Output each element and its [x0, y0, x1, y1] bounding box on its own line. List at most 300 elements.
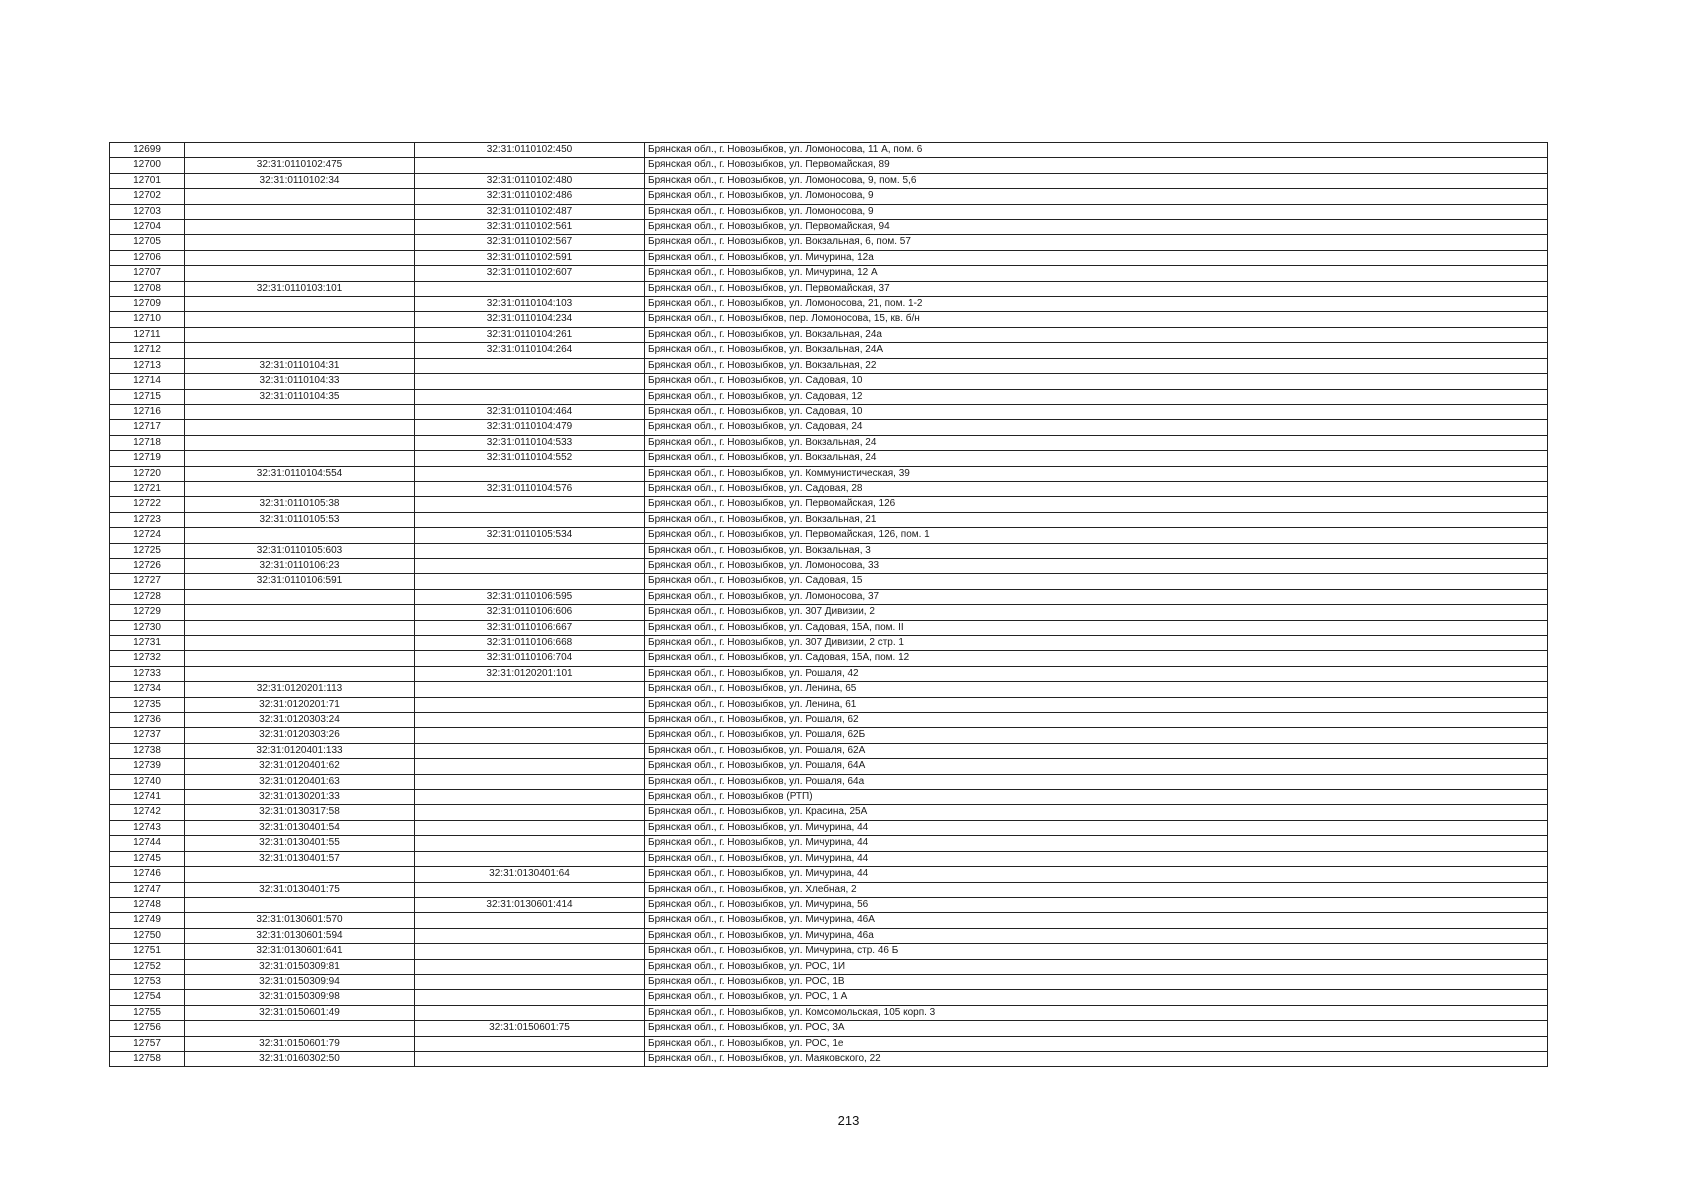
row-number-cell: 12754	[110, 990, 185, 1005]
row-number-cell: 12755	[110, 1005, 185, 1020]
table-row	[110, 805, 1548, 820]
table-row	[110, 820, 1548, 835]
row-number-cell: 12752	[110, 959, 185, 974]
land-cadastral-cell	[185, 528, 415, 543]
row-number-cell: 12703	[110, 204, 185, 219]
row-number-cell: 12750	[110, 928, 185, 943]
row-number-cell: 12701	[110, 173, 185, 188]
land-cadastral-cell: 32:31:0130601:641	[185, 944, 415, 959]
address-cell: Брянская обл., г. Новозыбков, ул. Мичурина, 44	[645, 851, 1548, 866]
address-cell: Брянская обл., г. Новозыбков, ул. Рошаля, 62Б	[645, 728, 1548, 743]
land-cadastral-cell	[185, 605, 415, 620]
land-cadastral-cell	[185, 435, 415, 450]
table-row	[110, 281, 1548, 296]
table-row	[110, 774, 1548, 789]
address-cell: Брянская обл., г. Новозыбков, ул. Рошаля, 64а	[645, 774, 1548, 789]
table-row	[110, 312, 1548, 327]
object-cadastral-cell	[415, 790, 645, 805]
object-cadastral-cell	[415, 713, 645, 728]
land-cadastral-cell: 32:31:0130401:57	[185, 851, 415, 866]
row-number-cell: 12743	[110, 820, 185, 835]
row-number-cell: 12700	[110, 158, 185, 173]
land-cadastral-cell: 32:31:0120303:24	[185, 713, 415, 728]
object-cadastral-cell	[415, 836, 645, 851]
object-cadastral-cell: 32:31:0110106:704	[415, 651, 645, 666]
address-cell: Брянская обл., г. Новозыбков, ул. Ленина, 65	[645, 682, 1548, 697]
object-cadastral-cell: 32:31:0110102:567	[415, 235, 645, 250]
address-cell: Брянская обл., г. Новозыбков, ул. Садовая, 10	[645, 374, 1548, 389]
table-row	[110, 1021, 1548, 1036]
object-cadastral-cell	[415, 1005, 645, 1020]
table-row	[110, 636, 1548, 651]
object-cadastral-cell	[415, 928, 645, 943]
address-cell: Брянская обл., г. Новозыбков, ул. Вокзальная, 24	[645, 451, 1548, 466]
row-number-cell: 12699	[110, 143, 185, 158]
registry-table-body	[110, 143, 1548, 1067]
land-cadastral-cell: 32:31:0110105:53	[185, 512, 415, 527]
land-cadastral-cell	[185, 420, 415, 435]
land-cadastral-cell: 32:31:0120201:113	[185, 682, 415, 697]
row-number-cell: 12706	[110, 250, 185, 265]
land-cadastral-cell	[185, 636, 415, 651]
land-cadastral-cell	[185, 589, 415, 604]
table-row	[110, 189, 1548, 204]
land-cadastral-cell	[185, 620, 415, 635]
row-number-cell: 12730	[110, 620, 185, 635]
address-cell: Брянская обл., г. Новозыбков, ул. РОС, 1И	[645, 959, 1548, 974]
land-cadastral-cell	[185, 327, 415, 342]
object-cadastral-cell	[415, 697, 645, 712]
table-row	[110, 882, 1548, 897]
object-cadastral-cell	[415, 682, 645, 697]
table-row	[110, 435, 1548, 450]
address-cell: Брянская обл., г. Новозыбков, пер. Ломоносова, 15, кв. б/н	[645, 312, 1548, 327]
address-cell: Брянская обл., г. Новозыбков, ул. РОС, 1е	[645, 1036, 1548, 1051]
row-number-cell: 12713	[110, 358, 185, 373]
land-cadastral-cell: 32:31:0110102:34	[185, 173, 415, 188]
land-cadastral-cell: 32:31:0110104:554	[185, 466, 415, 481]
address-cell: Брянская обл., г. Новозыбков, ул. Ломоносова, 9	[645, 189, 1548, 204]
address-cell: Брянская обл., г. Новозыбков, ул. Ломоносова, 33	[645, 558, 1548, 573]
row-number-cell: 12712	[110, 343, 185, 358]
land-cadastral-cell	[185, 404, 415, 419]
address-cell: Брянская обл., г. Новозыбков, ул. Вокзальная, 24	[645, 435, 1548, 450]
address-cell: Брянская обл., г. Новозыбков, ул. Ломоносова, 21, пом. 1-2	[645, 297, 1548, 312]
object-cadastral-cell: 32:31:0110106:668	[415, 636, 645, 651]
table-row	[110, 235, 1548, 250]
land-cadastral-cell: 32:31:0130601:570	[185, 913, 415, 928]
table-row	[110, 928, 1548, 943]
table-row	[110, 1051, 1548, 1066]
row-number-cell: 12731	[110, 636, 185, 651]
table-row	[110, 605, 1548, 620]
object-cadastral-cell: 32:31:0110104:479	[415, 420, 645, 435]
land-cadastral-cell: 32:31:0120201:71	[185, 697, 415, 712]
table-row	[110, 143, 1548, 158]
land-cadastral-cell: 32:31:0130317:58	[185, 805, 415, 820]
row-number-cell: 12733	[110, 666, 185, 681]
table-row	[110, 990, 1548, 1005]
table-row	[110, 682, 1548, 697]
row-number-cell: 12707	[110, 266, 185, 281]
object-cadastral-cell	[415, 358, 645, 373]
row-number-cell: 12751	[110, 944, 185, 959]
object-cadastral-cell: 32:31:0120201:101	[415, 666, 645, 681]
table-row	[110, 959, 1548, 974]
row-number-cell: 12728	[110, 589, 185, 604]
land-cadastral-cell: 32:31:0130201:33	[185, 790, 415, 805]
address-cell: Брянская обл., г. Новозыбков, ул. РОС, 1 А	[645, 990, 1548, 1005]
table-row	[110, 743, 1548, 758]
row-number-cell: 12746	[110, 867, 185, 882]
table-row	[110, 173, 1548, 188]
object-cadastral-cell	[415, 990, 645, 1005]
row-number-cell: 12724	[110, 528, 185, 543]
address-cell: Брянская обл., г. Новозыбков, ул. Вокзальная, 22	[645, 358, 1548, 373]
table-row	[110, 497, 1548, 512]
table-row	[110, 250, 1548, 265]
object-cadastral-cell	[415, 820, 645, 835]
address-cell: Брянская обл., г. Новозыбков, ул. Садовая, 24	[645, 420, 1548, 435]
address-cell: Брянская обл., г. Новозыбков, ул. Хлебная, 2	[645, 882, 1548, 897]
land-cadastral-cell	[185, 143, 415, 158]
table-row	[110, 651, 1548, 666]
object-cadastral-cell: 32:31:0130601:414	[415, 897, 645, 912]
address-cell: Брянская обл., г. Новозыбков, ул. Первомайская, 37	[645, 281, 1548, 296]
row-number-cell: 12721	[110, 481, 185, 496]
table-row	[110, 466, 1548, 481]
land-cadastral-cell: 32:31:0110105:38	[185, 497, 415, 512]
address-cell: Брянская обл., г. Новозыбков, ул. Мичурина, 12 А	[645, 266, 1548, 281]
object-cadastral-cell	[415, 974, 645, 989]
row-number-cell: 12737	[110, 728, 185, 743]
address-cell: Брянская обл., г. Новозыбков, ул. Вокзальная, 24а	[645, 327, 1548, 342]
address-cell: Брянская обл., г. Новозыбков, ул. Рошаля, 64А	[645, 759, 1548, 774]
table-row	[110, 297, 1548, 312]
table-row	[110, 451, 1548, 466]
row-number-cell: 12715	[110, 389, 185, 404]
registry-table	[109, 142, 1548, 1067]
address-cell: Брянская обл., г. Новозыбков, ул. Красина, 25А	[645, 805, 1548, 820]
land-cadastral-cell: 32:31:0110104:31	[185, 358, 415, 373]
row-number-cell: 12738	[110, 743, 185, 758]
address-cell: Брянская обл., г. Новозыбков, ул. Вокзальная, 21	[645, 512, 1548, 527]
object-cadastral-cell	[415, 1036, 645, 1051]
row-number-cell: 12711	[110, 327, 185, 342]
row-number-cell: 12720	[110, 466, 185, 481]
table-row	[110, 558, 1548, 573]
row-number-cell: 12729	[110, 605, 185, 620]
row-number-cell: 12702	[110, 189, 185, 204]
object-cadastral-cell: 32:31:0110104:264	[415, 343, 645, 358]
object-cadastral-cell	[415, 574, 645, 589]
table-row	[110, 620, 1548, 635]
address-cell: Брянская обл., г. Новозыбков, ул. Комсомольская, 105 корп. 3	[645, 1005, 1548, 1020]
table-row	[110, 543, 1548, 558]
object-cadastral-cell	[415, 374, 645, 389]
land-cadastral-cell: 32:31:0110106:23	[185, 558, 415, 573]
table-row	[110, 713, 1548, 728]
land-cadastral-cell	[185, 220, 415, 235]
object-cadastral-cell: 32:31:0110102:591	[415, 250, 645, 265]
object-cadastral-cell: 32:31:0110104:261	[415, 327, 645, 342]
land-cadastral-cell	[185, 666, 415, 681]
address-cell: Брянская обл., г. Новозыбков, ул. Садовая, 15А, пом. II	[645, 620, 1548, 635]
address-cell: Брянская обл., г. Новозыбков, ул. РОС, 1В	[645, 974, 1548, 989]
land-cadastral-cell: 32:31:0110104:35	[185, 389, 415, 404]
table-row	[110, 420, 1548, 435]
table-row	[110, 528, 1548, 543]
object-cadastral-cell: 32:31:0110102:450	[415, 143, 645, 158]
object-cadastral-cell: 32:31:0110106:595	[415, 589, 645, 604]
land-cadastral-cell: 32:31:0110105:603	[185, 543, 415, 558]
row-number-cell: 12744	[110, 836, 185, 851]
object-cadastral-cell: 32:31:0110106:667	[415, 620, 645, 635]
address-cell: Брянская обл., г. Новозыбков, ул. Рошаля, 62А	[645, 743, 1548, 758]
land-cadastral-cell	[185, 235, 415, 250]
row-number-cell: 12735	[110, 697, 185, 712]
row-number-cell: 12736	[110, 713, 185, 728]
object-cadastral-cell: 32:31:0110104:103	[415, 297, 645, 312]
table-row	[110, 897, 1548, 912]
object-cadastral-cell: 32:31:0110105:534	[415, 528, 645, 543]
address-cell: Брянская обл., г. Новозыбков, ул. Вокзальная, 3	[645, 543, 1548, 558]
address-cell: Брянская обл., г. Новозыбков, ул. Ломоносова, 11 А, пом. 6	[645, 143, 1548, 158]
address-cell: Брянская обл., г. Новозыбков, ул. Мичурина, 12а	[645, 250, 1548, 265]
land-cadastral-cell: 32:31:0110102:475	[185, 158, 415, 173]
row-number-cell: 12747	[110, 882, 185, 897]
object-cadastral-cell	[415, 728, 645, 743]
row-number-cell: 12708	[110, 281, 185, 296]
row-number-cell: 12739	[110, 759, 185, 774]
land-cadastral-cell	[185, 1021, 415, 1036]
table-row	[110, 851, 1548, 866]
address-cell: Брянская обл., г. Новозыбков, ул. Ломоносова, 37	[645, 589, 1548, 604]
object-cadastral-cell	[415, 497, 645, 512]
land-cadastral-cell: 32:31:0150309:94	[185, 974, 415, 989]
table-row	[110, 1005, 1548, 1020]
row-number-cell: 12719	[110, 451, 185, 466]
table-row	[110, 666, 1548, 681]
land-cadastral-cell: 32:31:0110104:33	[185, 374, 415, 389]
object-cadastral-cell: 32:31:0150601:75	[415, 1021, 645, 1036]
address-cell: Брянская обл., г. Новозыбков, ул. 307 Дивизии, 2	[645, 605, 1548, 620]
row-number-cell: 12725	[110, 543, 185, 558]
object-cadastral-cell: 32:31:0110102:486	[415, 189, 645, 204]
land-cadastral-cell: 32:31:0130601:594	[185, 928, 415, 943]
object-cadastral-cell: 32:31:0110104:234	[415, 312, 645, 327]
address-cell: Брянская обл., г. Новозыбков, ул. Вокзальная, 6, пом. 57	[645, 235, 1548, 250]
land-cadastral-cell: 32:31:0130401:54	[185, 820, 415, 835]
table-row	[110, 266, 1548, 281]
land-cadastral-cell	[185, 266, 415, 281]
land-cadastral-cell: 32:31:0120401:63	[185, 774, 415, 789]
land-cadastral-cell: 32:31:0120303:26	[185, 728, 415, 743]
table-row	[110, 913, 1548, 928]
land-cadastral-cell	[185, 250, 415, 265]
row-number-cell: 12758	[110, 1051, 185, 1066]
object-cadastral-cell	[415, 851, 645, 866]
land-cadastral-cell: 32:31:0110103:101	[185, 281, 415, 296]
page-number: 213	[837, 1113, 860, 1128]
row-number-cell: 12710	[110, 312, 185, 327]
row-number-cell: 12726	[110, 558, 185, 573]
address-cell: Брянская обл., г. Новозыбков, ул. Рошаля, 42	[645, 666, 1548, 681]
land-cadastral-cell: 32:31:0130401:55	[185, 836, 415, 851]
address-cell: Брянская обл., г. Новозыбков, ул. Садовая, 15	[645, 574, 1548, 589]
land-cadastral-cell: 32:31:0150601:79	[185, 1036, 415, 1051]
table-row	[110, 728, 1548, 743]
object-cadastral-cell	[415, 558, 645, 573]
row-number-cell: 12723	[110, 512, 185, 527]
object-cadastral-cell	[415, 389, 645, 404]
row-number-cell: 12756	[110, 1021, 185, 1036]
land-cadastral-cell	[185, 451, 415, 466]
table-row	[110, 697, 1548, 712]
address-cell: Брянская обл., г. Новозыбков, ул. Маяковского, 22	[645, 1051, 1548, 1066]
land-cadastral-cell	[185, 297, 415, 312]
object-cadastral-cell	[415, 158, 645, 173]
address-cell: Брянская обл., г. Новозыбков, ул. Садовая, 28	[645, 481, 1548, 496]
land-cadastral-cell: 32:31:0150309:81	[185, 959, 415, 974]
table-row	[110, 158, 1548, 173]
row-number-cell: 12709	[110, 297, 185, 312]
land-cadastral-cell	[185, 897, 415, 912]
land-cadastral-cell	[185, 651, 415, 666]
address-cell: Брянская обл., г. Новозыбков, ул. 307 Дивизии, 2 стр. 1	[645, 636, 1548, 651]
land-cadastral-cell	[185, 343, 415, 358]
row-number-cell: 12717	[110, 420, 185, 435]
row-number-cell: 12740	[110, 774, 185, 789]
address-cell: Брянская обл., г. Новозыбков, ул. Коммунистическая, 39	[645, 466, 1548, 481]
object-cadastral-cell	[415, 882, 645, 897]
object-cadastral-cell: 32:31:0110102:607	[415, 266, 645, 281]
land-cadastral-cell	[185, 481, 415, 496]
land-cadastral-cell	[185, 204, 415, 219]
table-row	[110, 589, 1548, 604]
land-cadastral-cell: 32:31:0120401:62	[185, 759, 415, 774]
object-cadastral-cell: 32:31:0130401:64	[415, 867, 645, 882]
address-cell: Брянская обл., г. Новозыбков, ул. Ленина, 61	[645, 697, 1548, 712]
address-cell: Брянская обл., г. Новозыбков, ул. Первомайская, 94	[645, 220, 1548, 235]
object-cadastral-cell	[415, 281, 645, 296]
address-cell: Брянская обл., г. Новозыбков, ул. Мичурина, 56	[645, 897, 1548, 912]
table-row	[110, 327, 1548, 342]
object-cadastral-cell: 32:31:0110102:561	[415, 220, 645, 235]
address-cell: Брянская обл., г. Новозыбков, ул. Рошаля, 62	[645, 713, 1548, 728]
table-row	[110, 343, 1548, 358]
object-cadastral-cell	[415, 743, 645, 758]
address-cell: Брянская обл., г. Новозыбков, ул. Мичурина, стр. 46 Б	[645, 944, 1548, 959]
row-number-cell: 12716	[110, 404, 185, 419]
address-cell: Брянская обл., г. Новозыбков, ул. Мичурина, 46А	[645, 913, 1548, 928]
object-cadastral-cell	[415, 774, 645, 789]
row-number-cell: 12705	[110, 235, 185, 250]
object-cadastral-cell	[415, 543, 645, 558]
address-cell: Брянская обл., г. Новозыбков, ул. Мичурина, 44	[645, 820, 1548, 835]
land-cadastral-cell	[185, 312, 415, 327]
land-cadastral-cell: 32:31:0110106:591	[185, 574, 415, 589]
row-number-cell: 12749	[110, 913, 185, 928]
table-row	[110, 481, 1548, 496]
address-cell: Брянская обл., г. Новозыбков, ул. Ломоносова, 9	[645, 204, 1548, 219]
table-row	[110, 759, 1548, 774]
address-cell: Брянская обл., г. Новозыбков, ул. Ломоносова, 9, пом. 5,6	[645, 173, 1548, 188]
object-cadastral-cell: 32:31:0110102:480	[415, 173, 645, 188]
table-row	[110, 389, 1548, 404]
object-cadastral-cell: 32:31:0110104:552	[415, 451, 645, 466]
land-cadastral-cell: 32:31:0120401:133	[185, 743, 415, 758]
row-number-cell: 12714	[110, 374, 185, 389]
address-cell: Брянская обл., г. Новозыбков, ул. Садовая, 12	[645, 389, 1548, 404]
object-cadastral-cell	[415, 466, 645, 481]
table-row	[110, 790, 1548, 805]
address-cell: Брянская обл., г. Новозыбков, ул. Садовая, 15А, пом. 12	[645, 651, 1548, 666]
object-cadastral-cell	[415, 913, 645, 928]
address-cell: Брянская обл., г. Новозыбков, ул. Первомайская, 126	[645, 497, 1548, 512]
row-number-cell: 12745	[110, 851, 185, 866]
row-number-cell: 12732	[110, 651, 185, 666]
table-row	[110, 358, 1548, 373]
table-row	[110, 836, 1548, 851]
table-row	[110, 944, 1548, 959]
address-cell: Брянская обл., г. Новозыбков, ул. РОС, 3А	[645, 1021, 1548, 1036]
object-cadastral-cell: 32:31:0110104:464	[415, 404, 645, 419]
object-cadastral-cell	[415, 944, 645, 959]
row-number-cell: 12704	[110, 220, 185, 235]
object-cadastral-cell	[415, 512, 645, 527]
address-cell: Брянская обл., г. Новозыбков, ул. Садовая, 10	[645, 404, 1548, 419]
address-cell: Брянская обл., г. Новозыбков, ул. Мичурина, 44	[645, 867, 1548, 882]
table-row	[110, 220, 1548, 235]
address-cell: Брянская обл., г. Новозыбков, ул. Первомайская, 89	[645, 158, 1548, 173]
row-number-cell: 12718	[110, 435, 185, 450]
table-row	[110, 204, 1548, 219]
address-cell: Брянская обл., г. Новозыбков, ул. Мичурина, 46а	[645, 928, 1548, 943]
object-cadastral-cell	[415, 1051, 645, 1066]
land-cadastral-cell: 32:31:0150601:49	[185, 1005, 415, 1020]
row-number-cell: 12734	[110, 682, 185, 697]
land-cadastral-cell: 32:31:0150309:98	[185, 990, 415, 1005]
row-number-cell: 12757	[110, 1036, 185, 1051]
land-cadastral-cell	[185, 867, 415, 882]
address-cell: Брянская обл., г. Новозыбков, ул. Первомайская, 126, пом. 1	[645, 528, 1548, 543]
row-number-cell: 12741	[110, 790, 185, 805]
table-row	[110, 404, 1548, 419]
land-cadastral-cell	[185, 189, 415, 204]
object-cadastral-cell	[415, 959, 645, 974]
row-number-cell: 12722	[110, 497, 185, 512]
address-cell: Брянская обл., г. Новозыбков, ул. Вокзальная, 24А	[645, 343, 1548, 358]
row-number-cell: 12742	[110, 805, 185, 820]
address-cell: Брянская обл., г. Новозыбков, ул. Мичурина, 44	[645, 836, 1548, 851]
object-cadastral-cell: 32:31:0110104:576	[415, 481, 645, 496]
table-row	[110, 374, 1548, 389]
land-cadastral-cell: 32:31:0160302:50	[185, 1051, 415, 1066]
object-cadastral-cell	[415, 759, 645, 774]
table-row	[110, 974, 1548, 989]
object-cadastral-cell: 32:31:0110106:606	[415, 605, 645, 620]
object-cadastral-cell	[415, 805, 645, 820]
address-cell: Брянская обл., г. Новозыбков (РТП)	[645, 790, 1548, 805]
object-cadastral-cell: 32:31:0110104:533	[415, 435, 645, 450]
table-row	[110, 867, 1548, 882]
table-row	[110, 512, 1548, 527]
object-cadastral-cell: 32:31:0110102:487	[415, 204, 645, 219]
row-number-cell: 12753	[110, 974, 185, 989]
table-row	[110, 574, 1548, 589]
row-number-cell: 12727	[110, 574, 185, 589]
